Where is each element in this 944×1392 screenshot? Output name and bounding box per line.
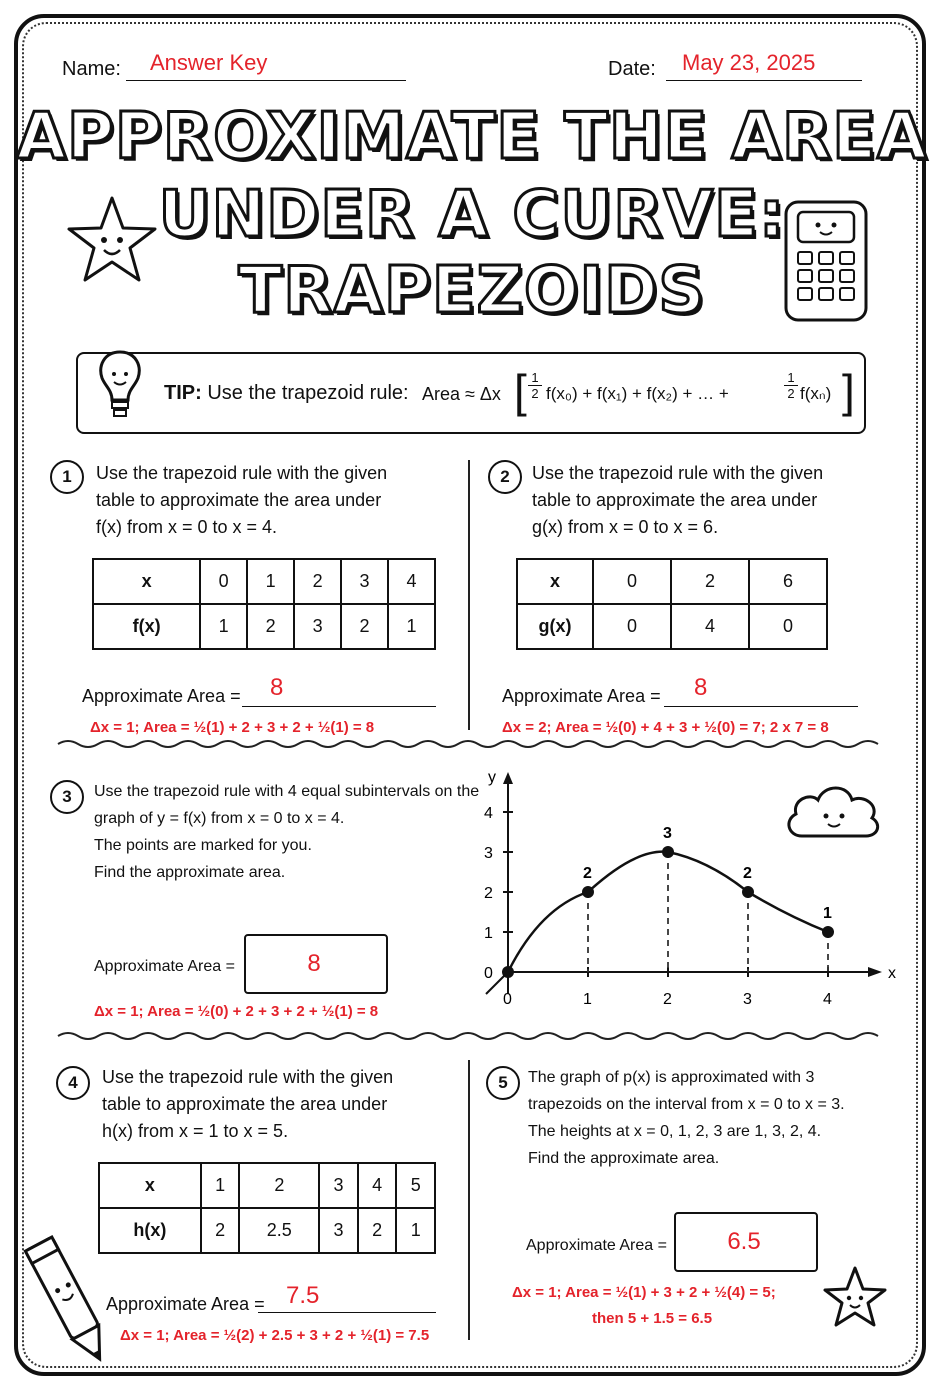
tip-formula-body: f(x₀) + f(x₁) + f(x₂) + … + [546,384,729,403]
x-axis-arrow [868,967,882,977]
point-label: 1 [823,905,832,922]
divider-wave-1 [58,738,886,750]
q5-work-2: then 5 + 1.5 = 6.5 [592,1310,713,1327]
q5-text: The graph of p(x) is approximated with 3 trapezoids on the interval from x = 0 to x = 3. The heights at x = 0, 1, 2, 3 are 1, 3, 2, 4. Find the approximate area. [528,1069,845,1167]
q3-work: Δx = 1; Area = ½(0) + 2 + 3 + 2 + ½(1) = 8 [94,1003,379,1020]
y-tick-label: 1 [484,925,493,942]
q3-answer: 8 [307,950,321,977]
title-line-3: TRAPEZOIDS [238,254,706,328]
tip-fraction-1: 1 2 [528,370,542,401]
tip-fraction-2: 1 2 [784,370,798,401]
divider-wave-2 [58,1030,886,1042]
q1-table [92,558,436,650]
data-point [502,966,514,978]
q2-answer: 8 [694,674,708,701]
q1-number: 1 [50,460,84,494]
table-row: x 0 2 6 [517,559,827,604]
table-row: f(x) 1 2 3 2 1 [93,604,435,649]
q4-text: Use the trapezoid rule with the given table to approximate the area under h(x) from x = 1 to x = 5. [102,1067,394,1141]
y-tick-label: 4 [484,805,493,822]
data-point [742,886,754,898]
data-point [582,886,594,898]
y-tick-label: 0 [484,965,493,982]
x-tick-label: 1 [583,991,592,1008]
data-point [662,846,674,858]
q1-work: Δx = 1; Area = ½(1) + 2 + 3 + 2 + ½(1) = 8 [90,719,375,736]
q1-answer: 8 [270,674,284,701]
x-axis-label: x [888,965,896,982]
point-label: 3 [663,825,672,842]
q4-area-label: Approximate Area = [106,1294,265,1314]
tip-formula-end: f(xₙ) [800,384,832,403]
x-tick-label: 0 [503,991,512,1008]
x-tick-label: 4 [823,991,832,1008]
date-field[interactable] [666,80,862,81]
bracket-right: ] [842,365,855,417]
data-point [822,926,834,938]
tip-text: Use the trapezoid rule: [207,382,409,404]
x-tick-label: 3 [743,991,752,1008]
tip-label: TIP: [164,382,202,404]
bracket-left: [ [514,365,527,417]
name-field[interactable] [126,80,406,81]
table-row: h(x) 2 2.5 3 2 1 [99,1208,435,1253]
table-row: g(x) 0 4 0 [517,604,827,649]
date-label: Date: [608,58,656,80]
small-star-doodle-icon [820,1262,890,1332]
title-line-2: UNDER A CURVE: [158,178,786,252]
y-axis-label: y [488,769,496,786]
q3-number: 3 [50,780,84,814]
date-value: May 23, 2025 [682,50,816,75]
q3-area-label: Approximate Area = [94,958,235,975]
q2-number: 2 [488,460,522,494]
q2-work: Δx = 2; Area = ½(0) + 4 + 3 + ½(0) = 7; 2 x 7 = 8 [502,719,829,736]
title-line-1: APPROXIMATE THE AREA [16,100,928,174]
point-label: 2 [743,865,752,882]
q1-text: Use the trapezoid rule with the given table to approximate the area under f(x) from x = 0 to x = 4. [96,463,388,537]
table-row: x 1 2 3 4 5 [99,1163,435,1208]
x-tick-label: 2 [663,991,672,1008]
calculator-icon [780,196,872,326]
q5-answer: 6.5 [727,1228,761,1255]
lightbulb-icon [92,338,148,424]
q4-answer: 7.5 [286,1282,320,1309]
q1-area-label: Approximate Area = [82,686,241,706]
q5-area-label: Approximate Area = [526,1237,667,1254]
q5-number: 5 [486,1066,520,1100]
divider-vertical-2 [468,1060,470,1340]
y-tick-label: 3 [484,845,493,862]
q5-work-1: Δx = 1; Area = ½(1) + 3 + 2 + ½(4) = 5; [512,1284,776,1301]
name-value: Answer Key [150,50,268,75]
point-label: 2 [583,865,592,882]
q3-text: Use the trapezoid rule with 4 equal subintervals on the graph of y = f(x) from x = 0 to x = 4. The points are marked for you. Find the approximate area. [94,783,480,881]
q4-work: Δx = 1; Area = ½(2) + 2.5 + 3 + 2 + ½(1) = 7.5 [120,1327,430,1344]
q2-answer-field[interactable] [664,706,858,707]
table-row: x 0 1 2 3 4 [93,559,435,604]
q4-table [98,1162,436,1254]
tip-formula-prefix: Area ≈ Δx [422,384,501,404]
q2-table [516,558,828,650]
y-axis-arrow [503,772,513,784]
star-doodle-icon [62,190,162,290]
cloud-doodle-icon [780,776,886,844]
q2-text: Use the trapezoid rule with the given table to approximate the area under g(x) from x = 0 to x = 6. [532,463,824,537]
divider-vertical-1 [468,460,470,730]
q4-answer-field[interactable] [258,1312,436,1313]
name-label: Name: [62,58,121,80]
y-tick-label: 2 [484,885,493,902]
q2-area-label: Approximate Area = [502,686,661,706]
pencil-doodle-icon [30,1226,110,1376]
q4-number: 4 [56,1066,90,1100]
q1-answer-field[interactable] [242,706,436,707]
